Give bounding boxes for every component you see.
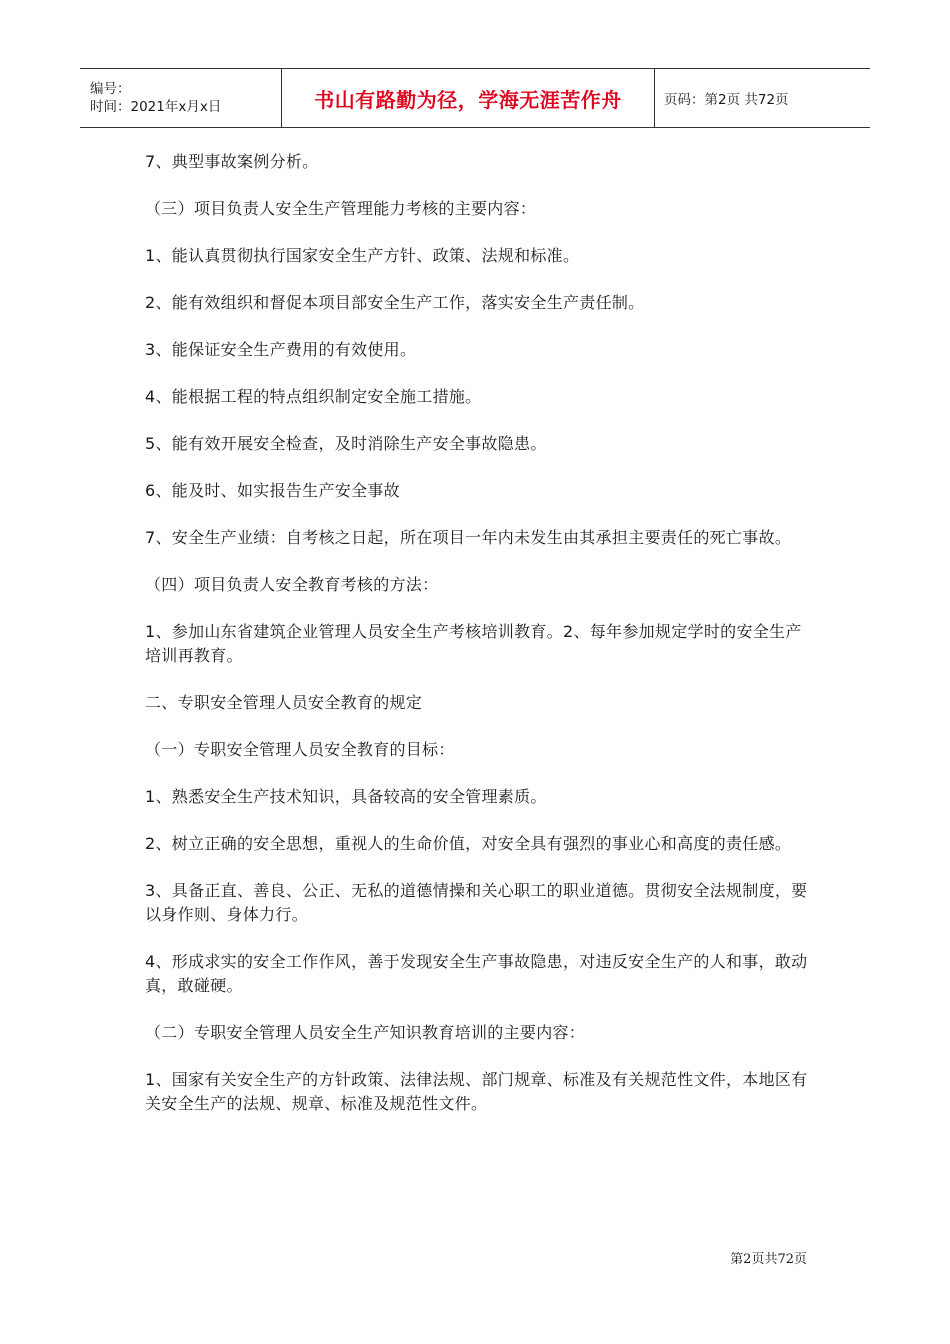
paragraph: 3、能保证安全生产费用的有效使用。 xyxy=(145,340,417,359)
paragraph: 6、能及时、如实报告生产安全事故 xyxy=(145,481,400,500)
page-header xyxy=(80,68,870,128)
paragraph: 7、安全生产业绩：自考核之日起，所在项目一年内未发生由其承担主要责任的死亡事故。 xyxy=(145,528,792,547)
paragraph: 2、能有效组织和督促本项目部安全生产工作，落实安全生产责任制。 xyxy=(145,293,645,312)
paragraph: 2、树立正确的安全思想，重视人的生命价值，对安全具有强烈的事业心和高度的责任感。 xyxy=(145,834,792,853)
header-page-cell xyxy=(655,69,870,127)
paragraph: 1、国家有关安全生产的方针政策、法律法规、部门规章、标准及有关规范性文件，本地区有关安全生产的法规、规章、标准及规范性文件。 xyxy=(145,1070,808,1113)
paragraph: 1、参加山东省建筑企业管理人员安全生产考核培训教育。2、每年参加规定学时的安全生产培训再教育。 xyxy=(145,622,802,665)
paragraph: 1、能认真贯彻执行国家安全生产方针、政策、法规和标准。 xyxy=(145,246,580,265)
section-heading: （一）专职安全管理人员安全教育的目标： xyxy=(145,740,455,759)
section-heading: （四）项目负责人安全教育考核的方法： xyxy=(145,575,439,594)
paragraph: 3、具备正直、善良、公正、无私的道德情操和关心职工的职业道德。贯彻安全法规制度，要以身作则、身体力行。 xyxy=(145,881,808,924)
section-heading: （三）项目负责人安全生产管理能力考核的主要内容： xyxy=(145,199,537,218)
time-label: 时间：2021年x月x日 xyxy=(90,99,222,115)
paragraph: 4、能根据工程的特点组织制定安全施工措施。 xyxy=(145,387,482,406)
section-heading: 二、专职安全管理人员安全教育的规定 xyxy=(145,693,423,712)
paragraph: 1、熟悉安全生产技术知识，具备较高的安全管理素质。 xyxy=(145,787,547,806)
paragraph: 5、能有效开展安全检查，及时消除生产安全事故隐患。 xyxy=(145,434,547,453)
document-body xyxy=(145,150,815,1139)
page-footer: 第2页共72页 xyxy=(730,1252,807,1267)
page-label: 页码：第2页 共72页 xyxy=(664,92,789,108)
section-heading: （二）专职安全管理人员安全生产知识教育培训的主要内容： xyxy=(145,1023,586,1042)
paragraph: 4、形成求实的安全工作作风，善于发现安全生产事故隐患，对违反安全生产的人和事，敢动真，敢碰硬。 xyxy=(145,952,808,995)
paragraph: 7、典型事故案例分析。 xyxy=(145,152,319,171)
header-motto-cell xyxy=(282,69,655,127)
number-label: 编号： xyxy=(90,81,131,97)
header-meta xyxy=(80,69,282,127)
motto-text: 书山有路勤为径，学海无涯苦作舟 xyxy=(314,87,622,112)
